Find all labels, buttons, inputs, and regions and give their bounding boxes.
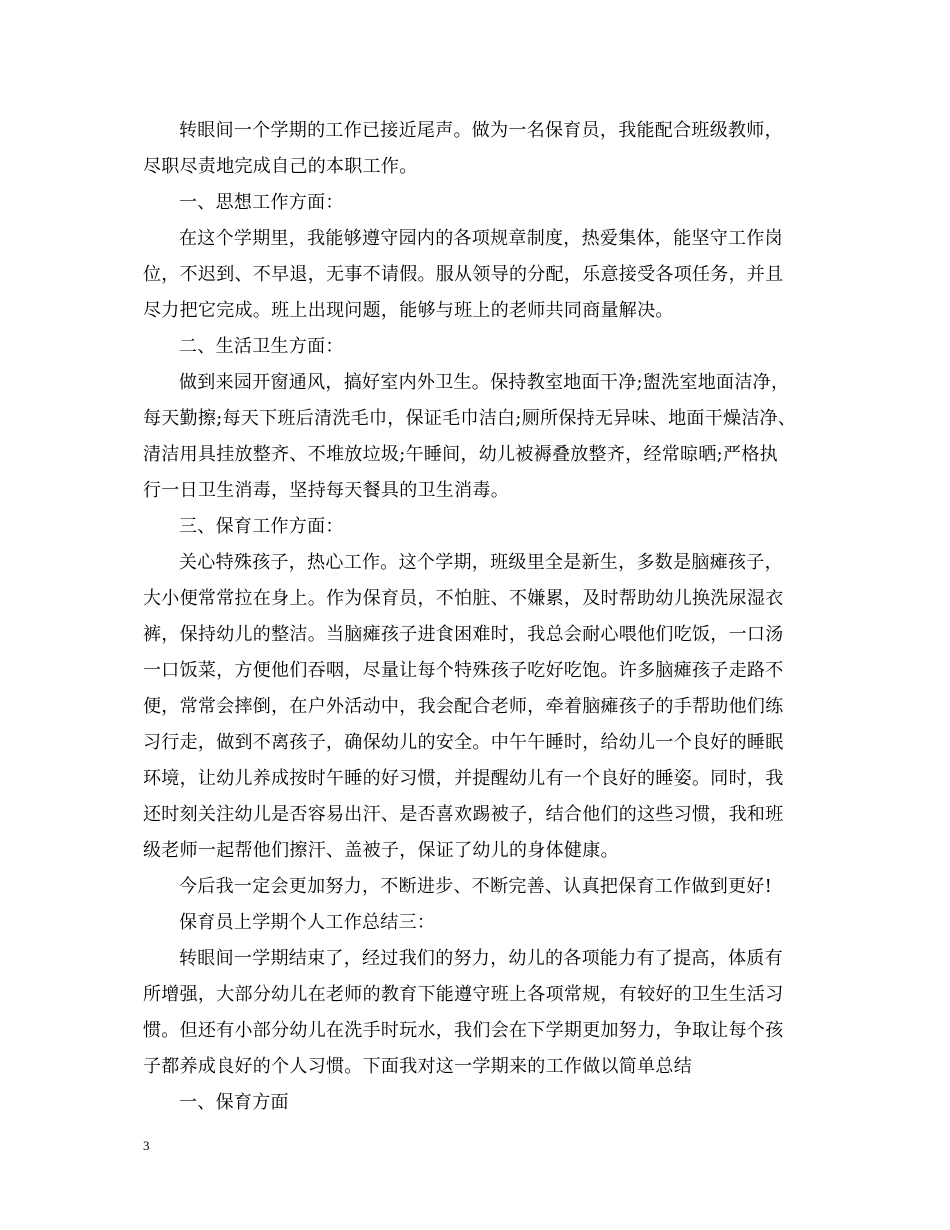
text-line: 每天勤擦;每天下班后清洗毛巾，保证毛巾洁白;厕所保持无异味、地面干燥洁净、 <box>143 408 797 429</box>
text-line: 尽职尽责地完成自己的本职工作。 <box>143 156 418 177</box>
text-line: 习行走，做到不离孩子，确保幼儿的安全。中午午睡时，给幼儿一个良好的睡眠 <box>143 732 784 753</box>
text-line: 级老师一起帮他们擦汗、盖被子，保证了幼儿的身体健康。 <box>143 840 619 861</box>
text-line: 尽力把它完成。班上出现问题，能够与班上的老师共同商量解决。 <box>143 300 674 321</box>
text-line: 还时刻关注幼儿是否容易出汗、是否喜欢踢被子，结合他们的这些习惯，我和班 <box>143 804 784 825</box>
text-line: 子都养成良好的个人习惯。下面我对这一学期来的工作做以简单总结 <box>143 1056 692 1077</box>
text-line: 关心特殊孩子，热心工作。这个学期，班级里全是新生，多数是脑瘫孩子， <box>179 552 783 573</box>
text-line: 清洁用具挂放整齐、不堆放垃圾;午睡间，幼儿被褥叠放整齐，经常晾晒;严格执 <box>143 444 778 465</box>
text-line: 环境，让幼儿养成按时午睡的好习惯，并提醒幼儿有一个良好的睡姿。同时，我 <box>143 768 784 789</box>
section-heading: 保育员上学期个人工作总结三： <box>179 912 436 933</box>
section-heading: 一、思想工作方面： <box>179 192 344 213</box>
text-line: 行一日卫生消毒，坚持每天餐具的卫生消毒。 <box>143 480 509 501</box>
section-heading: 三、保育工作方面： <box>179 516 344 537</box>
text-line: 一口饭菜，方便他们吞咽，尽量让每个特殊孩子吃好吃饱。许多脑瘫孩子走路不 <box>143 660 784 681</box>
text-line: 便，常常会摔倒，在户外活动中，我会配合老师，牵着脑瘫孩子的手帮助他们练 <box>143 696 784 717</box>
text-line: 惯。但还有小部分幼儿在洗手时玩水，我们会在下学期更加努力，争取让每个孩 <box>143 1020 784 1041</box>
section-heading: 二、生活卫生方面： <box>179 336 344 357</box>
text-line: 位，不迟到、不早退，无事不请假。服从领导的分配，乐意接受各项任务，并且 <box>143 264 784 285</box>
text-line: 在这个学期里，我能够遵守园内的各项规章制度，热爱集体，能坚守工作岗 <box>179 228 783 249</box>
text-line: 转眼间一个学期的工作已接近尾声。做为一名保育员，我能配合班级教师， <box>179 120 783 141</box>
text-line: 裤，保持幼儿的整洁。当脑瘫孩子进食困难时，我总会耐心喂他们吃饭，一口汤 <box>143 624 784 645</box>
text-line: 转眼间一学期结束了，经过我们的努力，幼儿的各项能力有了提高，体质有 <box>179 948 783 969</box>
text-line: 所增强，大部分幼儿在老师的教育下能遵守班上各项常规，有较好的卫生生活习 <box>143 984 784 1005</box>
section-heading: 一、保育方面 <box>179 1092 289 1113</box>
page-number: 3 <box>143 1138 150 1153</box>
text-line: 今后我一定会更加努力，不断进步、不断完善、认真把保育工作做到更好! <box>179 876 773 897</box>
text-line: 大小便常常拉在身上。作为保育员，不怕脏、不嫌累，及时帮助幼儿换洗尿湿衣 <box>143 588 784 609</box>
text-line: 做到来园开窗通风，搞好室内外卫生。保持教室地面干净;盥洗室地面洁净， <box>179 372 790 393</box>
